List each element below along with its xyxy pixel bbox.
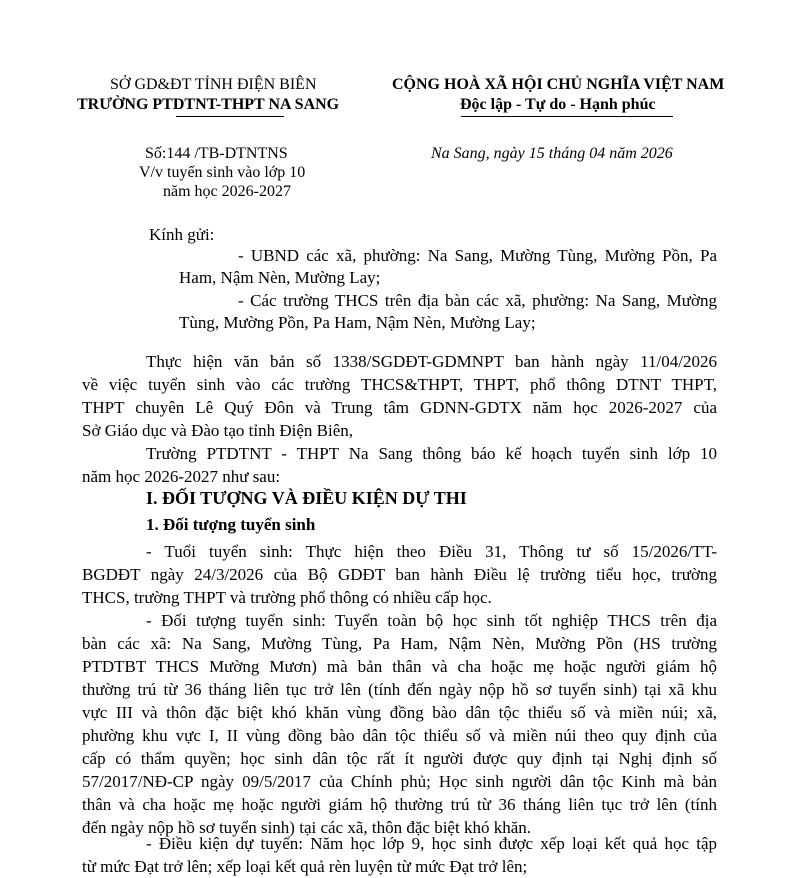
- paragraph-4-line-5: vực III và thôn đặc biệt khó khăn vùng đồng bào dân tộc thiểu số và miền núi; xã,: [82, 703, 717, 722]
- recipient-1-line-1: - UBND các xã, phường: Na Sang, Mường Tùng, Mường Pồn, Pa: [238, 246, 717, 265]
- country-name: CỘNG HOÀ XÃ HỘI CHỦ NGHĨA VIỆT NAM: [392, 76, 725, 93]
- paragraph-4-line-4: thường trú từ 36 tháng liên tục trở lên (tính đến ngày nộp hồ sơ tuyển sinh) tại xã khu: [82, 680, 717, 699]
- paragraph-3-line-3: THCS, trường THPT và trường phổ thông có nhiều cấp học.: [82, 588, 492, 607]
- paragraph-4-line-10: đến ngày nộp hồ sơ tuyển sinh) tại các xã, thôn đặc biệt khó khăn.: [82, 818, 531, 837]
- issue-date: Na Sang, ngày 15 tháng 04 năm 2026: [431, 145, 673, 162]
- paragraph-4-line-9: thân và cha hoặc mẹ hoặc người giám hộ thường trú từ 36 tháng liên tục trở lên (tính: [82, 795, 717, 814]
- school-name: TRƯỜNG PTDTNT-THPT NA SANG: [77, 96, 340, 113]
- paragraph-2-line-2: năm học 2026-2027 như sau:: [82, 467, 281, 486]
- motto: Độc lập - Tự do - Hạnh phúc: [460, 96, 656, 113]
- paragraph-2-line-1: Trường PTDTNT - THPT Na Sang thông báo kế hoạch tuyển sinh lớp 10: [146, 444, 717, 463]
- paragraph-4-line-1: - Đối tượng tuyển sinh: Tuyển toàn bộ học sinh tốt nghiệp THCS trên địa: [146, 611, 717, 630]
- paragraph-5-line-1: - Điều kiện dự tuyển: Năm học lớp 9, học sinh được xếp loại kết quả học tập: [146, 834, 717, 853]
- department-name: SỞ GD&ĐT TỈNH ĐIỆN BIÊN: [110, 76, 317, 93]
- subject-line-1: V/v tuyển sinh vào lớp 10: [139, 164, 306, 181]
- recipient-2-line-1: - Các trường THCS trên địa bàn các xã, phường: Na Sang, Mường: [238, 291, 717, 310]
- paragraph-3-line-2: BGDĐT ngày 24/3/2026 của Bộ GDĐT ban hành Điều lệ trường tiểu học, trường: [82, 565, 717, 584]
- paragraph-4-line-2: bàn các xã: Na Sang, Mường Tùng, Pa Ham, Nậm Nèn, Mường Pồn (HS trường: [82, 634, 717, 653]
- document-number: Số:144 /TB-DTNTNS: [145, 145, 288, 162]
- paragraph-4-line-8: 57/2017/NĐ-CP ngày 09/5/2017 của Chính phủ; Học sinh người dân tộc Kinh mà bản: [82, 772, 717, 791]
- paragraph-1-line-2: về việc tuyển sinh vào các trường THCS&THPT, THPT, phổ thông DTNT THPT,: [82, 375, 717, 394]
- recipient-1-line-2: Ham, Nậm Nèn, Mường Lay;: [179, 268, 381, 287]
- paragraph-4-line-3: PTDTBT THCS Mường Mươn) mà bản thân và cha hoặc mẹ hoặc người giám hộ: [82, 657, 717, 676]
- motto-underline: [461, 116, 673, 117]
- paragraph-1-line-3: THPT chuyên Lê Quý Đôn và Trung tâm GDNN-GDTX năm học 2026-2027 của: [82, 398, 717, 417]
- section-heading: I. ĐỐI TƯỢNG VÀ ĐIỀU KIỆN DỰ THI: [146, 488, 467, 508]
- paragraph-5-line-2: từ mức Đạt trở lên; xếp loại kết quả rèn luyện từ mức Đạt trở lên;: [82, 857, 528, 876]
- recipients-label: Kính gửi:: [149, 225, 215, 244]
- subject-line-2: năm học 2026-2027: [163, 183, 291, 200]
- recipient-2-line-2: Tùng, Mường Pồn, Pa Ham, Nậm Nèn, Mường Lay;: [179, 313, 536, 332]
- subsection-heading: 1. Đối tượng tuyển sinh: [146, 515, 316, 534]
- school-name-underline: [176, 116, 284, 117]
- paragraph-1-line-4: Sở Giáo dục và Đào tạo tỉnh Điện Biên,: [82, 421, 354, 440]
- paragraph-1-line-1: Thực hiện văn bản số 1338/SGDĐT-GDMNPT ban hành ngày 11/04/2026: [146, 352, 717, 371]
- paragraph-4-line-6: phường khu vực I, II vùng đồng bào dân tộc thiểu số và miền núi theo quy định của: [82, 726, 717, 745]
- paragraph-4-line-7: cấp có thẩm quyền; học sinh dân tộc rất ít người được quy định tại Nghị định số: [82, 749, 717, 768]
- paragraph-3-line-1: - Tuổi tuyển sinh: Thực hiện theo Điều 31, Thông tư số 15/2026/TT-: [146, 542, 717, 561]
